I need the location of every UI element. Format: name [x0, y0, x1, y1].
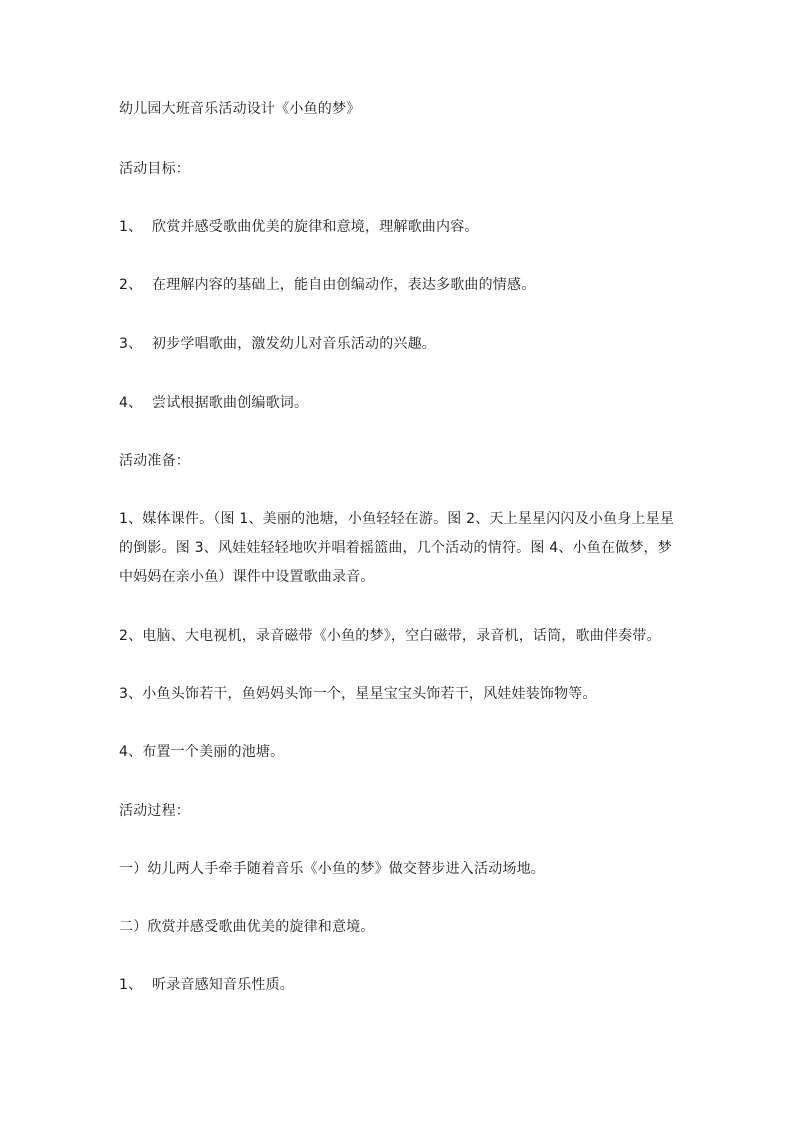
prep-item: 4、布置一个美丽的池塘。 [119, 744, 285, 760]
prep-item: 1、媒体课件。（图 1、美丽的池塘，小鱼轻轻在游。图 2、天上星星闪闪及小鱼身上星星的倒影。图 3、风娃娃轻轻地吹并唱着摇篮曲，几个活动的情符。图 4、小鱼在做梦，梦中妈妈在亲小鱼）课件中设置歌曲录音。 [119, 511, 675, 585]
prep-item: 2、电脑、大电视机，录音磁带《小鱼的梦》，空白磁带，录音机，话筒，歌曲伴奏带。 [119, 628, 661, 644]
prep-item: 3、小鱼头饰若干，鱼妈妈头饰一个，星星宝宝头饰若干，风娃娃装饰物等。 [119, 686, 597, 702]
goal-text: 尝试根据歌曲创编歌词。 [152, 395, 309, 411]
goals-heading: 活动目标： [119, 161, 190, 177]
prep-heading: 活动准备： [119, 453, 190, 469]
goal-item [119, 276, 535, 295]
process-subitem-number: 1、 [119, 977, 143, 993]
goal-item [119, 335, 436, 354]
goal-text: 初步学唱歌曲，激发幼儿对音乐活动的兴趣。 [152, 336, 436, 352]
goal-number: 2、 [119, 277, 143, 293]
process-item: 一）幼儿两人手牵手随着音乐《小鱼的梦》做交替步进入活动场地。 [119, 861, 545, 877]
goal-item [119, 218, 479, 237]
goal-number: 4、 [119, 395, 143, 411]
goal-number: 1、 [119, 219, 143, 235]
goal-text: 在理解内容的基础上，能自由创编动作，表达多歌曲的情感。 [152, 277, 536, 293]
process-subitem-text: 听录音感知音乐性质。 [152, 977, 294, 993]
process-heading: 活动过程： [119, 803, 190, 819]
goal-number: 3、 [119, 336, 143, 352]
document-title: 幼儿园大班音乐活动设计《小鱼的梦》 [119, 101, 361, 117]
goal-item [119, 394, 308, 413]
process-subitem [119, 976, 294, 995]
process-item: 二）欣赏并感受歌曲优美的旋律和意境。 [119, 919, 375, 935]
goal-text: 欣赏并感受歌曲优美的旋律和意境，理解歌曲内容。 [152, 219, 479, 235]
